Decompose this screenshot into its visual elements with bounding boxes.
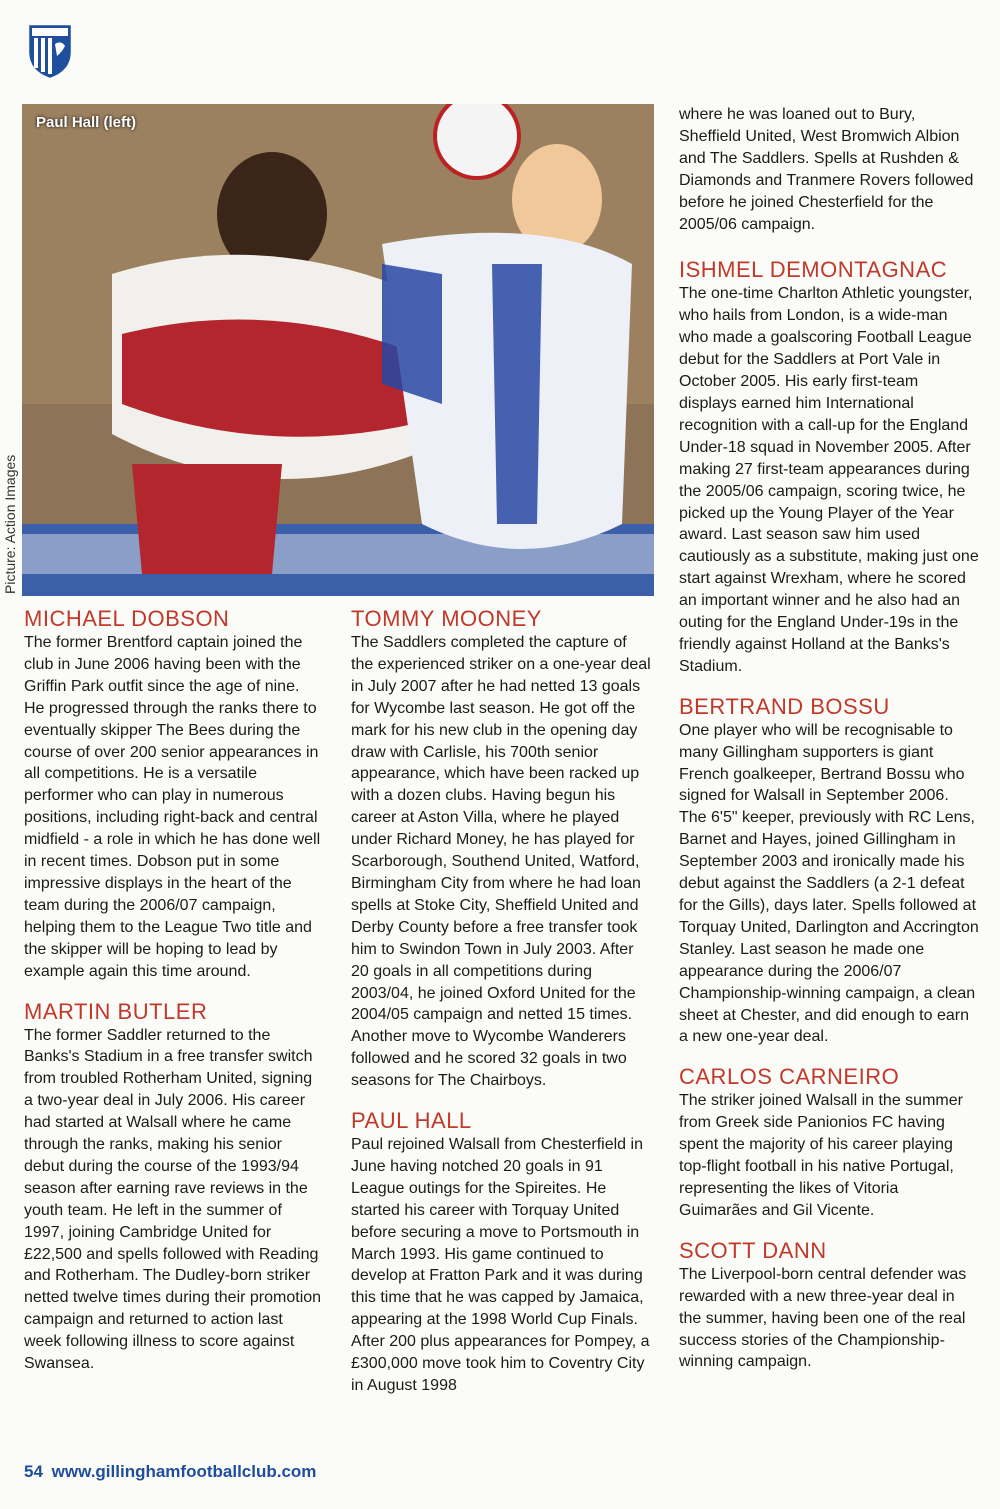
player-bio: Paul rejoined Walsall from Chesterfield in June having notched 20 goals in 91 League outings for the Spireites. He started his career with Torquay United before securing a move to Portsmouth in March 1993. His game continued to develop at Fratton Park and it was during this time that he was capped by Jamaica, appearing at the 1998 World Cup Finals. After 200 plus appearances for Pompey, a £300,000 move took him to Coventry City in August 1998	[351, 1136, 650, 1394]
player-bio: The Liverpool-born central defender was rewarded with a new three-year deal in the summer, having been one of the real success stories of the Championship-winning campaign.	[679, 1265, 967, 1371]
page-number: 54	[24, 1462, 43, 1481]
player-heading: MICHAEL DOBSON	[24, 606, 230, 631]
page-footer	[24, 1462, 316, 1482]
player-bio: The striker joined Walsall in the summer from Greek side Panionios FC having spent the majority of his career playing top-flight football in his native Portugal, representing the likes of Vitoria Guimarães and Gil Vicente.	[679, 1092, 963, 1219]
player-bio: One player who will be recognisable to many Gillingham supporters is giant French goalkeeper, Bertrand Bossu who signed for Walsall in September 2006. The 6'5" keeper, previously with RC Lens, Barnet and Hayes, joined Gillingham in September 2003 and ironically made his debut against the Saddlers (a 2-1 defeat for the Gills), days later. Spells followed at Torquay United, Darlington and Accrington Stanley. Last season he made one appearance during the 2006/07 Championship-winning campaign, a clean sheet at Chester, and did enough to earn a new one-year deal.	[679, 721, 979, 1046]
player-heading: ISHMEL DEMONTAGNAC	[679, 257, 948, 283]
player-bio: The former Saddler returned to the Banks's Stadium in a free transfer switch from troubled Rotherham United, signing a two-year deal in July 2006. His career had started at Walsall where he came through the ranks, making his senior debut during the course of the 1993/94 season after earning rave reviews in the youth team. He left in the summer of 1997, joining Cambridge United for £22,500 and spells followed with Reading and Rotherham. The Dudley-born striker netted twelve times during their promotion campaign and returned to action last week following illness to score against Swansea.	[24, 1026, 322, 1373]
website-link[interactable]: www.gillinghamfootballclub.com	[51, 1462, 317, 1481]
column-3	[679, 104, 979, 1389]
player-heading: SCOTT DANN	[679, 1237, 827, 1263]
player-heading: PAUL HALL	[351, 1108, 472, 1134]
photo-credit: Picture: Action Images	[2, 454, 18, 594]
continued-bio: where he was loaned out to Bury, Sheffield United, West Bromwich Albion and The Saddlers. Spells at Rushden & Diamonds and Tranmere Rovers followed before he joined Chesterfield for the 2005/06 campaign.	[679, 106, 974, 233]
player-heading: MARTIN BUTLER	[24, 998, 208, 1024]
player-bio: The former Brentford captain joined the club in June 2006 having been with the Griffin Park outfit since the age of nine. He progressed through the ranks there to eventually skipper The Bees during the course of over 200 senior appearances in all competitions. He is a versatile performer who can play in numerous positions, including right-back and central midfield - a role in which he has done well in recent times. Dobson put in some impressive displays in the heart of the team during the 2006/07 campaign, helping them to the League Two title and the skipper will be hoping to lead by example again this time around.	[24, 634, 321, 980]
player-heading: TOMMY MOONEY	[351, 606, 542, 631]
player-bio: The Saddlers completed the capture of the experienced striker on a one-year deal in July 2007 after he had netted 13 goals for Wycombe last season. He got off the mark for his new club in the opening day draw with Carlisle, his 700th senior appearance, which have been racked up with a dozen clubs. Having begun his career at Aston Villa, where he played under Richard Money, he has played for Scarborough, Southend United, Watford, Birmingham City from where he had loan spells at Stoke City, Sheffield United and Derby County before a free transfer took him to Swindon Town in July 2003. After 20 goals in all competitions during 2003/04, he joined Oxford United for the 2004/05 campaign and netted 15 times. Another move to Wycombe Wanderers followed and he scored 32 goals in two seasons for The Chairboys.	[351, 634, 651, 1090]
club-crest-icon	[28, 20, 72, 78]
column-1	[24, 606, 324, 1391]
column-2	[351, 606, 651, 1413]
player-heading: BERTRAND BOSSU	[679, 693, 890, 719]
player-bio: The one-time Charlton Athletic youngster, who hails from London, is a wide-man who made a goalscoring Football League debut for the Saddlers at Port Vale in October 2005. His early first-team displays earned him International recognition with a call-up for the England Under-18 squad in November 2005. After making 27 first-team appearances during the 2005/06 campaign, scoring twice, he picked up the Young Player of the Year award. Last season saw him used cautiously as a substitute, making just one start against Wrexham, where he scored an important winner and he also had an outing for the England Under-19s in the friendly against Holland at the Banks's Stadium.	[679, 285, 979, 675]
player-heading: CARLOS CARNEIRO	[679, 1064, 900, 1090]
photo-caption: Paul Hall (left)	[36, 114, 137, 131]
match-photo	[22, 104, 654, 596]
